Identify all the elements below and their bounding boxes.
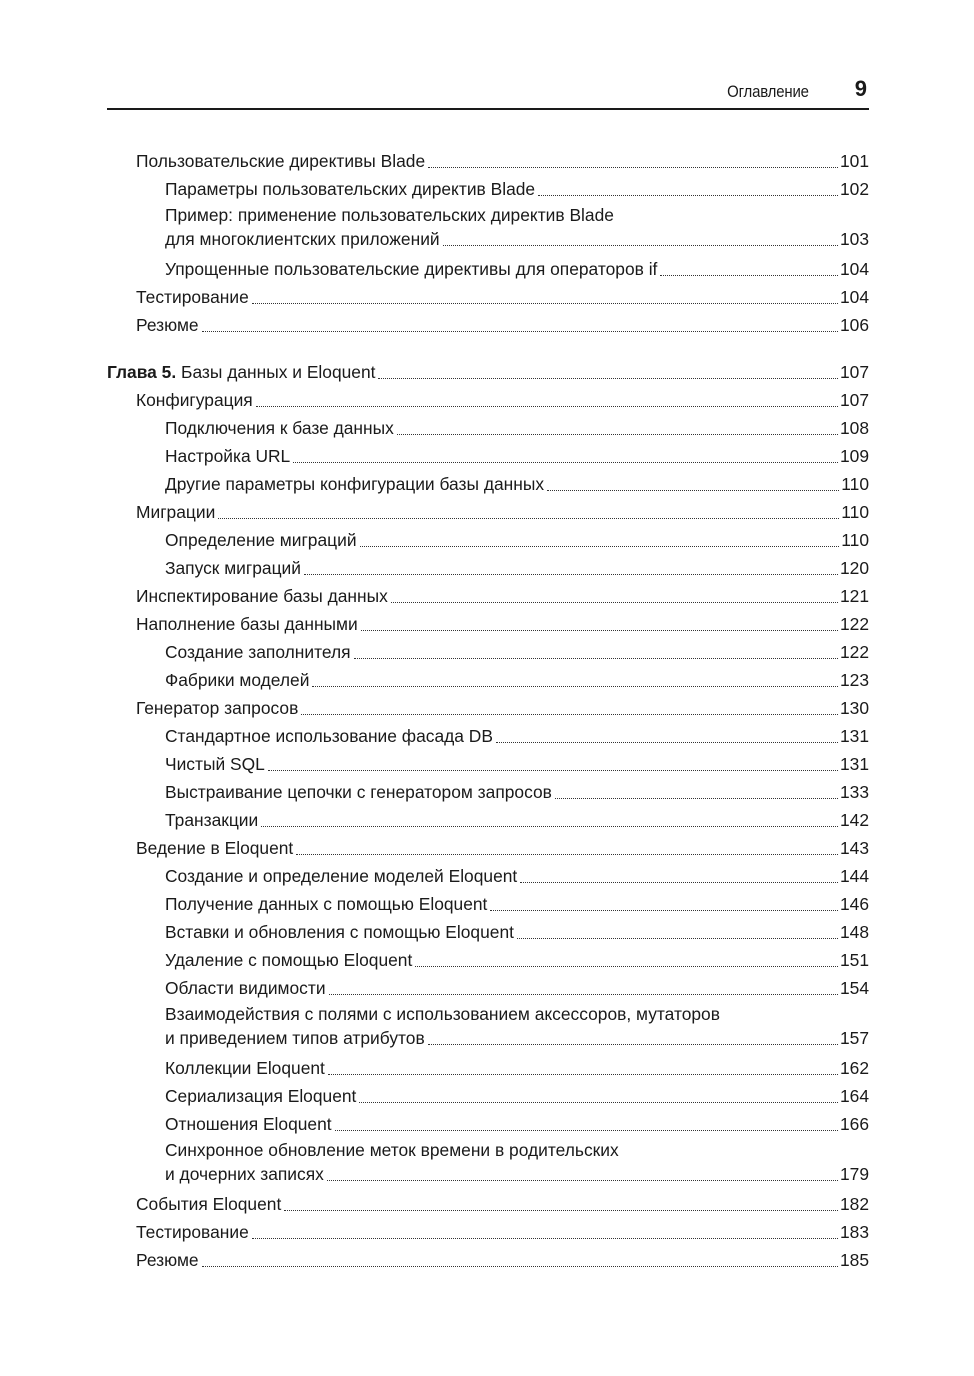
toc-entry[interactable] (107, 414, 869, 442)
page-number: 9 (854, 76, 867, 101)
toc-entry[interactable] (107, 203, 869, 251)
dot-leader (428, 147, 838, 175)
toc-entry-title: Генератор запросов (136, 698, 299, 718)
toc-entry-title: Коллекции Eloquent (165, 1058, 325, 1078)
toc-entry[interactable] (107, 1246, 869, 1274)
toc-entry-title: Получение данных с помощью Eloquent (165, 894, 488, 914)
toc-entry[interactable] (107, 498, 869, 526)
toc-page-number: 104 (839, 259, 869, 279)
dot-leader (328, 1054, 838, 1082)
toc-entry[interactable] (107, 890, 869, 918)
toc-entry-title: Создание и определение моделей Eloquent (165, 866, 518, 886)
dot-leader (218, 498, 839, 526)
toc-entry[interactable] (107, 470, 869, 498)
toc-entry[interactable] (107, 526, 869, 554)
toc-entry-title: Стандартное использование фасада DB (165, 726, 493, 746)
toc-entry[interactable] (107, 1218, 869, 1246)
toc-entry-title: Создание заполнителя (165, 642, 351, 662)
toc-page-number: 103 (839, 229, 869, 249)
toc-entry-title: Другие параметры конфигурации базы данных (165, 474, 545, 494)
toc-page-number: 162 (839, 1058, 869, 1078)
toc-entry[interactable] (107, 638, 869, 666)
toc-entry[interactable] (107, 610, 869, 638)
toc-page-number: 183 (839, 1222, 869, 1242)
toc-entry[interactable] (107, 147, 869, 175)
toc-entry-title: Удаление с помощью Eloquent (165, 950, 413, 970)
toc-page-number: 109 (839, 446, 869, 466)
toc-page-number: 142 (839, 810, 869, 830)
toc-entry-title: Отношения Eloquent (165, 1114, 332, 1134)
toc-page-number: 120 (839, 558, 869, 578)
toc-page-number: 130 (839, 698, 869, 718)
dot-leader (496, 722, 838, 750)
toc-entry[interactable] (107, 582, 869, 610)
toc-entry-title: Упрощенные пользовательские директивы для операторов if (165, 259, 658, 279)
dot-leader (555, 778, 838, 806)
toc-entry-title: Пользовательские директивы Blade (136, 151, 426, 171)
toc-entry-title: Взаимодействия с полями с использованием аксессоров, мутаторов (165, 1004, 720, 1024)
toc-entry[interactable] (107, 255, 869, 283)
toc-page-number: 110 (841, 474, 869, 494)
toc-entry[interactable] (107, 1190, 869, 1218)
dot-leader (517, 918, 838, 946)
toc-page-number: 107 (839, 362, 869, 382)
toc-page-number: 133 (839, 782, 869, 802)
toc-entry-title: Транзакции (165, 810, 259, 830)
toc-entry-title: Инспектирование базы данных (136, 586, 388, 606)
toc-entry[interactable] (107, 946, 869, 974)
running-header (107, 70, 869, 110)
toc-page-number: 101 (839, 151, 869, 171)
toc-entry-title: Чистый SQL (165, 754, 265, 774)
toc-page-number: 122 (839, 614, 869, 634)
toc-page-number: 166 (839, 1114, 869, 1134)
toc-entry-title: Ведение в Eloquent (136, 838, 294, 858)
toc-entry[interactable] (107, 806, 869, 834)
toc-page-number: 102 (839, 179, 869, 199)
toc-entry[interactable] (107, 311, 869, 339)
dot-leader (415, 946, 838, 974)
toc-page-number: 151 (839, 950, 869, 970)
toc-entry[interactable] (107, 1054, 869, 1082)
toc-entry-title: Вставки и обновления с помощью Eloquent (165, 922, 514, 942)
toc-entry-title: Резюме (136, 1250, 199, 1270)
toc-entry[interactable] (107, 1138, 869, 1186)
toc-entry[interactable] (107, 778, 869, 806)
toc-entry[interactable] (107, 750, 869, 778)
toc-page-number: 122 (839, 642, 869, 662)
toc-entry-title-continued: и приведением типов атрибутов (165, 1028, 425, 1048)
dot-leader (329, 974, 838, 1002)
dot-leader (268, 750, 838, 778)
dot-leader (428, 1026, 838, 1050)
toc-page-number: 157 (839, 1028, 869, 1048)
dot-leader (293, 442, 838, 470)
toc-page-number: 179 (839, 1164, 869, 1184)
dot-leader (360, 526, 840, 554)
toc-entry[interactable] (107, 918, 869, 946)
dot-leader (359, 1082, 838, 1110)
toc-page-number: 123 (839, 670, 869, 690)
toc-entry-title: Конфигурация (136, 390, 253, 410)
toc-page-number: 185 (839, 1250, 869, 1270)
toc-chapter-entry[interactable] (107, 358, 869, 386)
toc-page-number: 146 (839, 894, 869, 914)
dot-leader (256, 386, 838, 414)
toc-entry[interactable] (107, 1002, 869, 1050)
toc-entry-title: Фабрики моделей (165, 670, 310, 690)
toc-entry[interactable] (107, 442, 869, 470)
toc-page-number: 144 (839, 866, 869, 886)
toc-entry-title: События Eloquent (136, 1194, 282, 1214)
dot-leader (261, 806, 838, 834)
toc-entry[interactable] (107, 974, 869, 1002)
toc-page-number: 121 (839, 586, 869, 606)
dot-leader (335, 1110, 838, 1138)
dot-leader (252, 283, 838, 311)
dot-leader (538, 175, 838, 203)
toc-entry-title: Выстраивание цепочки с генератором запросов (165, 782, 552, 802)
toc-page-number: 164 (839, 1086, 869, 1106)
toc-page-number: 107 (839, 390, 869, 410)
toc-entry[interactable] (107, 283, 869, 311)
toc-entry-title: Подключения к базе данных (165, 418, 394, 438)
toc-entry[interactable] (107, 175, 869, 203)
toc-entry[interactable] (107, 554, 869, 582)
toc-page-number: 106 (839, 315, 869, 335)
toc-entry[interactable] (107, 386, 869, 414)
dot-leader (443, 227, 838, 251)
toc-page-number: 154 (839, 978, 869, 998)
dot-leader (202, 311, 838, 339)
toc-page-number: 110 (841, 502, 869, 522)
dot-leader (361, 610, 838, 638)
dot-leader (202, 1246, 838, 1274)
chapter-label: Глава 5. (107, 362, 177, 382)
toc-entry-title: Параметры пользовательских директив Blade (165, 179, 536, 199)
toc-entry-title: Синхронное обновление меток времени в родительских (165, 1140, 619, 1160)
dot-leader (660, 255, 838, 283)
dot-leader (301, 694, 838, 722)
toc-page-number: 108 (839, 418, 869, 438)
toc-entry[interactable] (107, 694, 869, 722)
table-of-contents (107, 147, 869, 1274)
toc-entry-title: Миграции (136, 502, 216, 522)
toc-page-number: 182 (839, 1194, 869, 1214)
toc-entry-title: Сериализация Eloquent (165, 1086, 357, 1106)
toc-entry-title-continued: для многоклиентских приложений (165, 229, 440, 249)
dot-leader (354, 638, 838, 666)
toc-page-number: 143 (839, 838, 869, 858)
toc-page-number: 104 (839, 287, 869, 307)
dot-leader (304, 554, 838, 582)
toc-entry-title: Определение миграций (165, 530, 357, 550)
dot-leader (252, 1218, 838, 1246)
toc-entry-title: Области видимости (165, 978, 326, 998)
dot-leader (490, 890, 838, 918)
toc-entry[interactable] (107, 1110, 869, 1138)
toc-entry-title: Пример: применение пользовательских директив Blade (165, 205, 614, 225)
running-header-title: Оглавление (727, 82, 809, 101)
toc-page-number: 110 (841, 530, 869, 550)
dot-leader (397, 414, 838, 442)
toc-page-number: 131 (839, 726, 869, 746)
toc-entry-title: Резюме (136, 315, 199, 335)
dot-leader (378, 358, 838, 386)
dot-leader (547, 470, 839, 498)
dot-leader (284, 1190, 838, 1218)
toc-entry[interactable] (107, 666, 869, 694)
toc-entry-title-continued: и дочерних записях (165, 1164, 324, 1184)
toc-entry-title: Тестирование (136, 287, 249, 307)
toc-entry[interactable] (107, 722, 869, 750)
toc-entry[interactable] (107, 1082, 869, 1110)
toc-entry-title: Тестирование (136, 1222, 249, 1242)
toc-entry-title: Наполнение базы данными (136, 614, 358, 634)
dot-leader (327, 1162, 838, 1186)
toc-page-number: 131 (839, 754, 869, 774)
dot-leader (296, 834, 838, 862)
dot-leader (520, 862, 838, 890)
dot-leader (391, 582, 838, 610)
toc-entry-title: Запуск миграций (165, 558, 301, 578)
chapter-title: Базы данных и Eloquent (181, 362, 376, 382)
toc-entry[interactable] (107, 862, 869, 890)
toc-page-number: 148 (839, 922, 869, 942)
toc-entry-title: Настройка URL (165, 446, 291, 466)
dot-leader (312, 666, 838, 694)
toc-entry[interactable] (107, 834, 869, 862)
